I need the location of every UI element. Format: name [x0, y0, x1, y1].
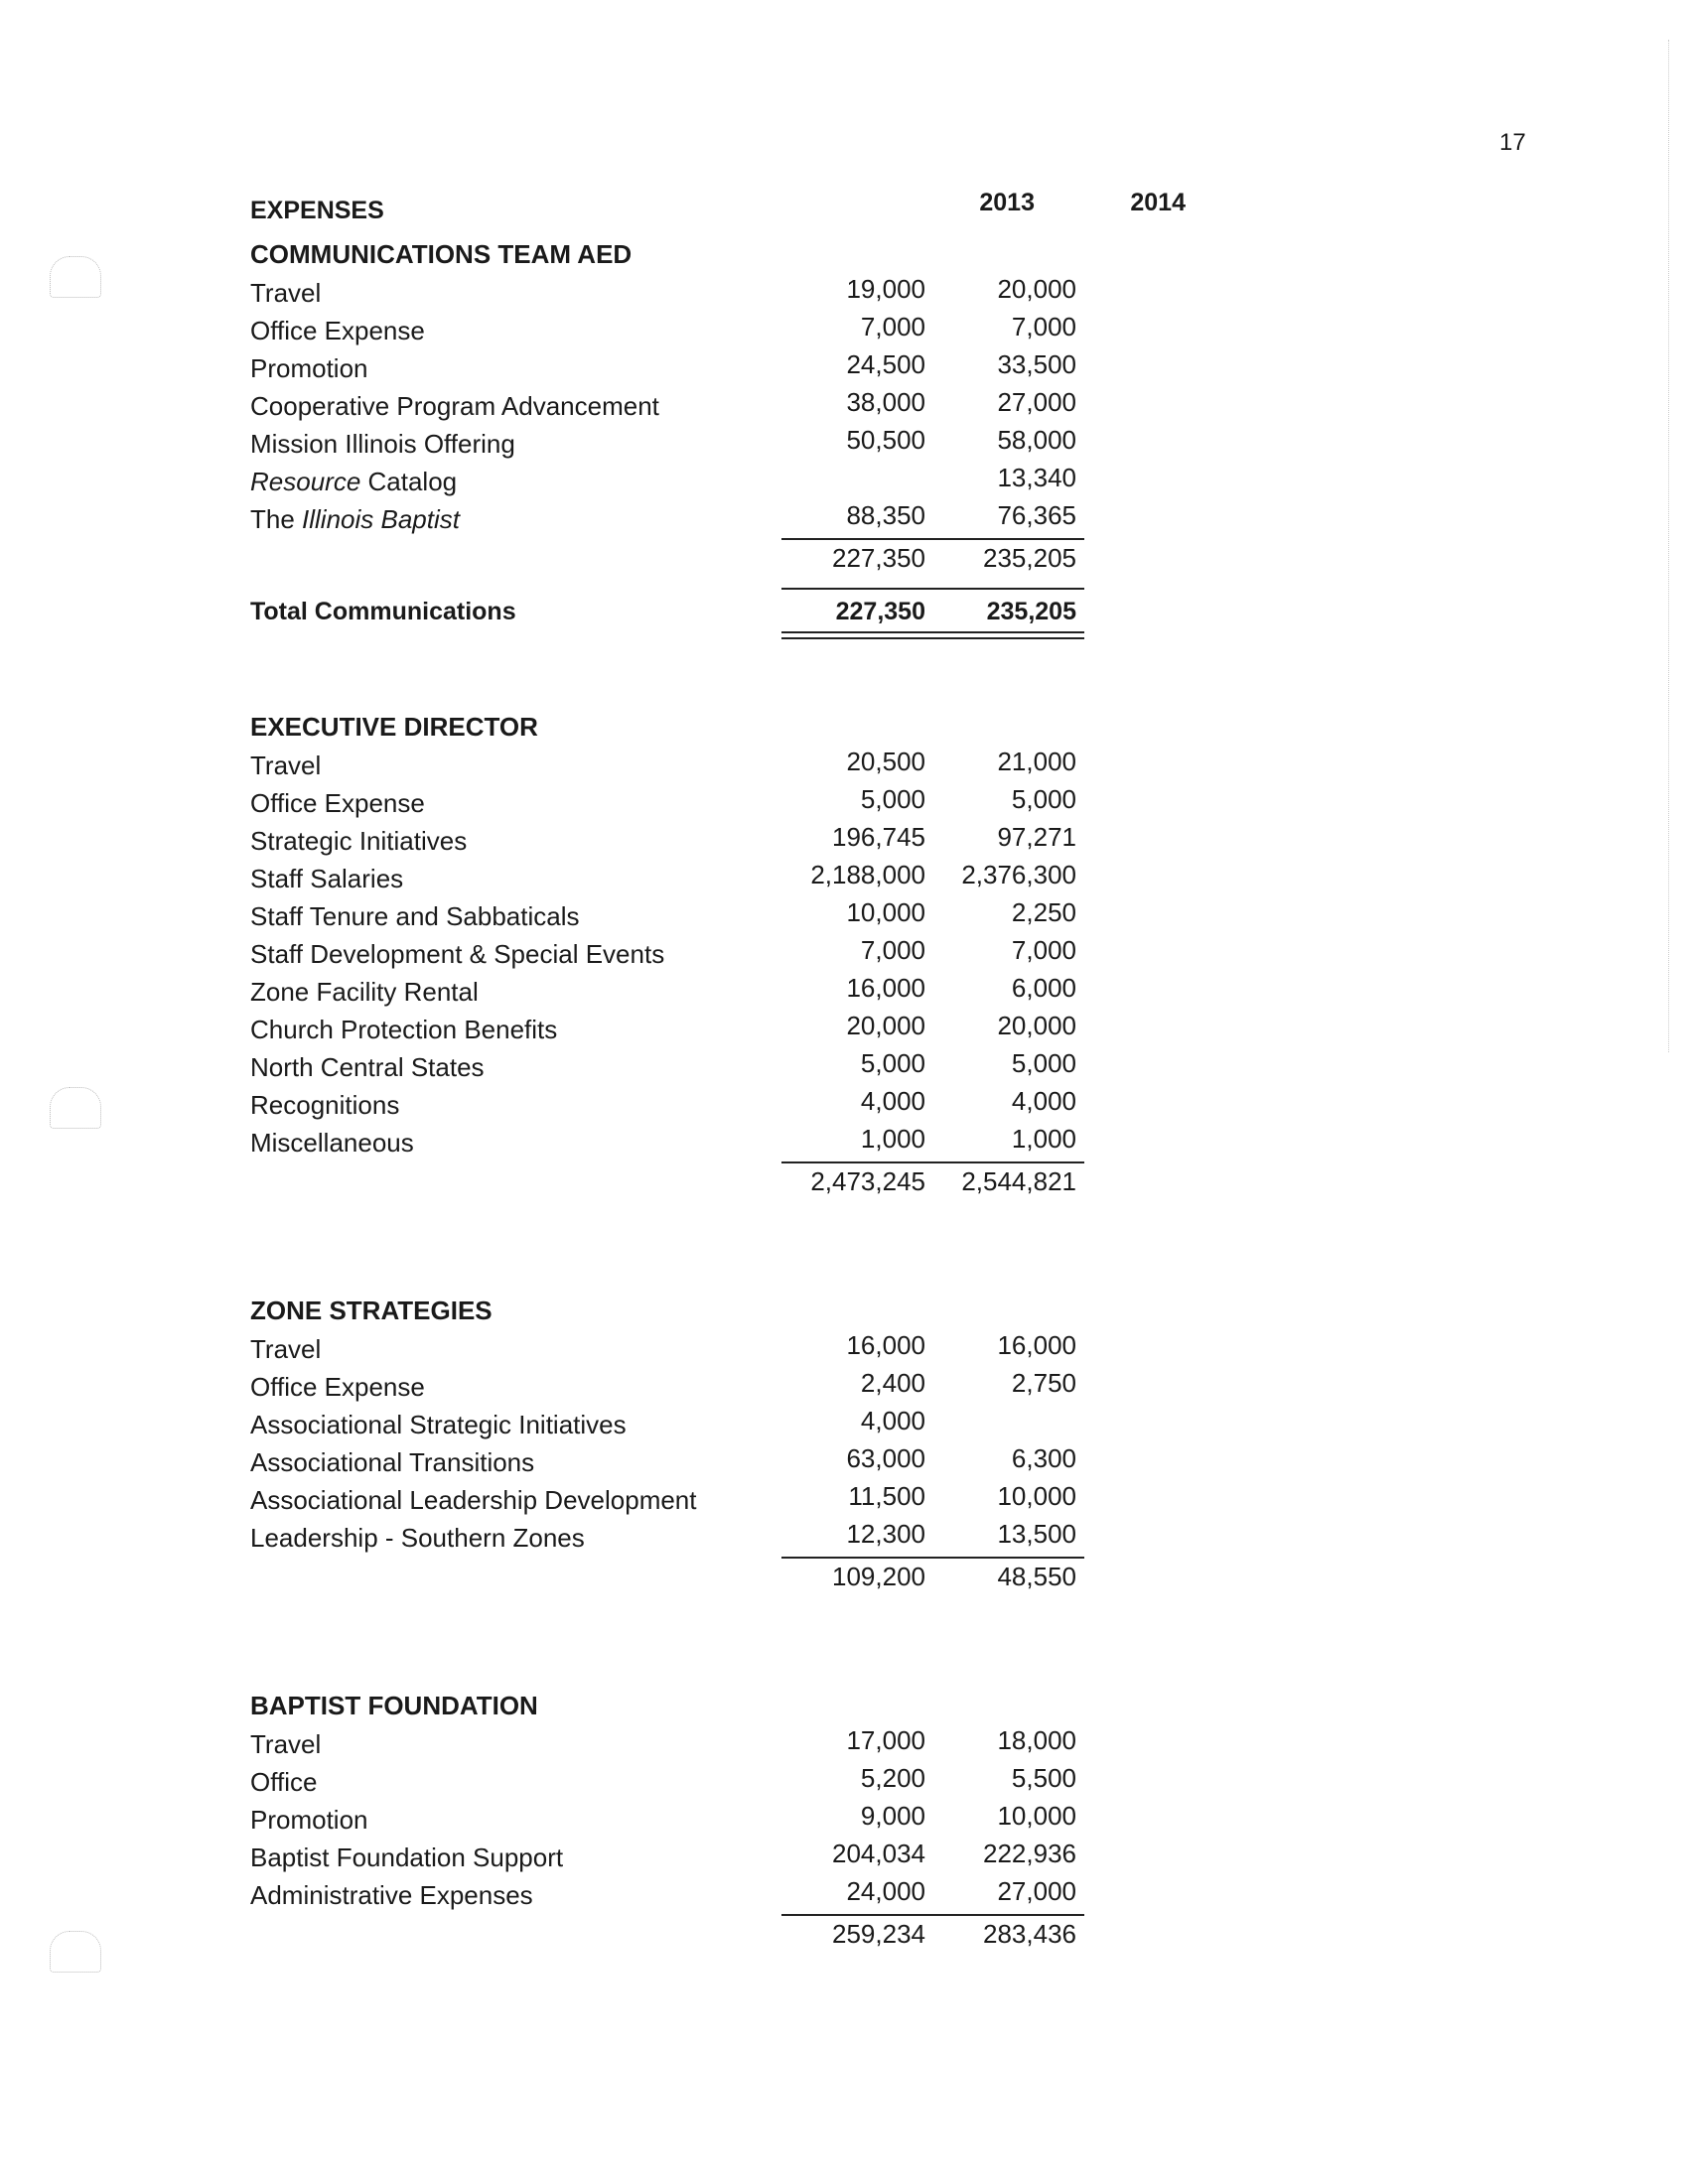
table-row [250, 1876, 1114, 1914]
value-2013: 50,500 [846, 425, 925, 455]
row-label: Leadership - Southern Zones [250, 1523, 585, 1553]
row-label: Office Expense [250, 788, 425, 818]
row-label: Promotion [250, 1805, 368, 1835]
value-2014: 10,000 [997, 1801, 1076, 1831]
value-2013: 4,000 [860, 1086, 925, 1116]
table-row [250, 1406, 1114, 1443]
row-label-italic: Illinois Baptist [302, 504, 460, 534]
table-row [250, 1839, 1114, 1876]
row-label-prefix: The [250, 504, 303, 534]
row-label: Travel [250, 751, 322, 780]
value-2013: 7,000 [860, 312, 925, 341]
section-title-executive-director: EXECUTIVE DIRECTOR [250, 712, 538, 742]
row-label-italic: Resource [250, 467, 361, 496]
row-label: Cooperative Program Advancement [250, 391, 659, 421]
value-2013: 9,000 [860, 1801, 925, 1831]
value-2014: 2,250 [1011, 897, 1076, 927]
subtotal-2013: 2,473,245 [810, 1166, 925, 1196]
table-row [250, 1763, 1114, 1801]
row-label: Office Expense [250, 316, 425, 345]
row-label: Administrative Expenses [250, 1880, 533, 1910]
value-2014: 5,000 [1011, 1048, 1076, 1078]
row-label: Baptist Foundation Support [250, 1843, 564, 1872]
row-label: Strategic Initiatives [250, 826, 468, 856]
value-2014: 7,000 [1011, 312, 1076, 341]
value-2014: 6,000 [1011, 973, 1076, 1003]
table-row [250, 897, 1114, 935]
value-2014: 16,000 [997, 1330, 1076, 1360]
communications-subtotal [250, 538, 1114, 578]
table-row [250, 1124, 1114, 1161]
value-2013: 17,000 [846, 1725, 925, 1755]
total-2014: 235,205 [986, 598, 1076, 625]
value-2013: 5,000 [860, 1048, 925, 1078]
value-2014: 13,340 [997, 463, 1076, 492]
total-double-rule [781, 637, 1084, 639]
value-2013: 16,000 [846, 1330, 925, 1360]
value-2014: 222,936 [983, 1839, 1076, 1868]
baptist-foundation-subtotal [250, 1914, 1114, 1954]
value-2013: 2,400 [860, 1368, 925, 1398]
value-2013: 7,000 [860, 935, 925, 965]
row-label: Associational Strategic Initiatives [250, 1410, 627, 1439]
table-row [250, 860, 1114, 897]
value-2013: 24,000 [846, 1876, 925, 1906]
row-label: Promotion [250, 353, 368, 383]
table-row [250, 349, 1114, 387]
value-2014: 4,000 [1011, 1086, 1076, 1116]
total-top-rule [781, 588, 1084, 590]
punch-hole [50, 1087, 101, 1129]
value-2013: 4,000 [860, 1406, 925, 1435]
table-row [250, 1443, 1114, 1481]
value-2014: 27,000 [997, 387, 1076, 417]
row-label [250, 500, 460, 538]
table-row [250, 935, 1114, 973]
table-row [250, 500, 1114, 538]
subtotal-2014: 2,544,821 [961, 1166, 1076, 1196]
communications-rows [250, 274, 1114, 538]
subtotal-2013: 109,200 [832, 1562, 925, 1591]
table-row [250, 1368, 1114, 1406]
row-label [250, 463, 457, 500]
value-2014: 6,300 [1011, 1443, 1076, 1473]
value-2013: 63,000 [846, 1443, 925, 1473]
table-row [250, 747, 1114, 784]
value-2014: 5,500 [1011, 1763, 1076, 1793]
value-2013: 88,350 [846, 500, 925, 530]
expense-table [250, 189, 1186, 1954]
table-header [250, 189, 1186, 234]
value-2014: 10,000 [997, 1481, 1076, 1511]
row-label-rest: Catalog [360, 467, 458, 496]
expenses-heading: EXPENSES [250, 197, 384, 224]
subtotal-2013: 227,350 [832, 543, 925, 573]
value-2014: 1,000 [1011, 1124, 1076, 1154]
table-row [250, 274, 1114, 312]
baptist-foundation-rows [250, 1725, 1114, 1914]
table-row [250, 463, 1114, 500]
year-2013-header: 2013 [979, 189, 1035, 216]
total-2013: 227,350 [835, 598, 925, 625]
table-row [250, 1048, 1114, 1086]
row-label: Recognitions [250, 1090, 400, 1120]
zone-strategies-subtotal [250, 1557, 1114, 1596]
value-2014: 5,000 [1011, 784, 1076, 814]
row-label: Office [250, 1767, 318, 1797]
section-title-communications: COMMUNICATIONS TEAM AED [250, 239, 633, 269]
punch-hole [50, 1931, 101, 1973]
row-label: Office Expense [250, 1372, 425, 1402]
value-2014: 21,000 [997, 747, 1076, 776]
total-double-rule [781, 631, 1084, 633]
value-2014: 20,000 [997, 274, 1076, 304]
value-2014: 97,271 [997, 822, 1076, 852]
value-2014: 18,000 [997, 1725, 1076, 1755]
value-2013: 10,000 [846, 897, 925, 927]
table-row [250, 1481, 1114, 1519]
table-row [250, 312, 1114, 349]
table-row [250, 387, 1114, 425]
value-2013: 204,034 [832, 1839, 925, 1868]
table-row [250, 1330, 1114, 1368]
row-label: Staff Salaries [250, 864, 404, 893]
page-edge-marks [1668, 40, 1669, 1052]
row-label: Church Protection Benefits [250, 1015, 558, 1044]
value-2013: 11,500 [848, 1481, 925, 1511]
page-number: 17 [1499, 129, 1526, 156]
executive-director-subtotal [250, 1161, 1114, 1201]
total-communications-label: Total Communications [250, 598, 516, 625]
section-title-zone-strategies: ZONE STRATEGIES [250, 1296, 493, 1325]
subtotal-2014: 48,550 [997, 1562, 1076, 1591]
row-label: North Central States [250, 1052, 485, 1082]
value-2014: 2,750 [1011, 1368, 1076, 1398]
value-2013: 19,000 [846, 274, 925, 304]
value-2013: 1,000 [860, 1124, 925, 1154]
value-2014: 76,365 [997, 500, 1076, 530]
value-2013: 16,000 [846, 973, 925, 1003]
value-2013: 5,200 [860, 1763, 925, 1793]
row-label: Travel [250, 278, 322, 308]
value-2013: 5,000 [860, 784, 925, 814]
value-2014: 58,000 [997, 425, 1076, 455]
row-label: Staff Development & Special Events [250, 939, 665, 969]
value-2014: 2,376,300 [961, 860, 1076, 889]
table-row [250, 1801, 1114, 1839]
row-label: Mission Illinois Offering [250, 429, 515, 459]
row-label: Associational Leadership Development [250, 1485, 697, 1515]
value-2013: 20,000 [846, 1011, 925, 1040]
table-row [250, 784, 1114, 822]
table-row [250, 1519, 1114, 1557]
zone-strategies-rows [250, 1330, 1114, 1557]
value-2013: 196,745 [832, 822, 925, 852]
value-2014: 13,500 [997, 1519, 1076, 1549]
total-communications-row [250, 578, 1114, 637]
value-2013: 2,188,000 [810, 860, 925, 889]
section-title-baptist-foundation: BAPTIST FOUNDATION [250, 1691, 538, 1720]
table-row [250, 1725, 1114, 1763]
value-2014: 33,500 [997, 349, 1076, 379]
row-label: Zone Facility Rental [250, 977, 479, 1007]
row-label: Travel [250, 1729, 322, 1759]
subtotal-2013: 259,234 [832, 1919, 925, 1949]
row-label: Miscellaneous [250, 1128, 414, 1158]
value-2014: 20,000 [997, 1011, 1076, 1040]
row-label: Staff Tenure and Sabbaticals [250, 901, 580, 931]
value-2013: 12,300 [846, 1519, 925, 1549]
table-row [250, 1011, 1114, 1048]
table-row [250, 1086, 1114, 1124]
value-2014: 27,000 [997, 1876, 1076, 1906]
subtotal-2014: 235,205 [983, 543, 1076, 573]
value-2013: 38,000 [846, 387, 925, 417]
executive-director-rows [250, 747, 1114, 1161]
punch-hole [50, 256, 101, 298]
row-label: Associational Transitions [250, 1447, 535, 1477]
value-2013: 24,500 [846, 349, 925, 379]
year-2014-header: 2014 [1130, 189, 1186, 216]
table-row [250, 973, 1114, 1011]
row-label: Travel [250, 1334, 322, 1364]
table-row [250, 822, 1114, 860]
table-row [250, 425, 1114, 463]
value-2013: 20,500 [846, 747, 925, 776]
value-2014: 7,000 [1011, 935, 1076, 965]
subtotal-2014: 283,436 [983, 1919, 1076, 1949]
